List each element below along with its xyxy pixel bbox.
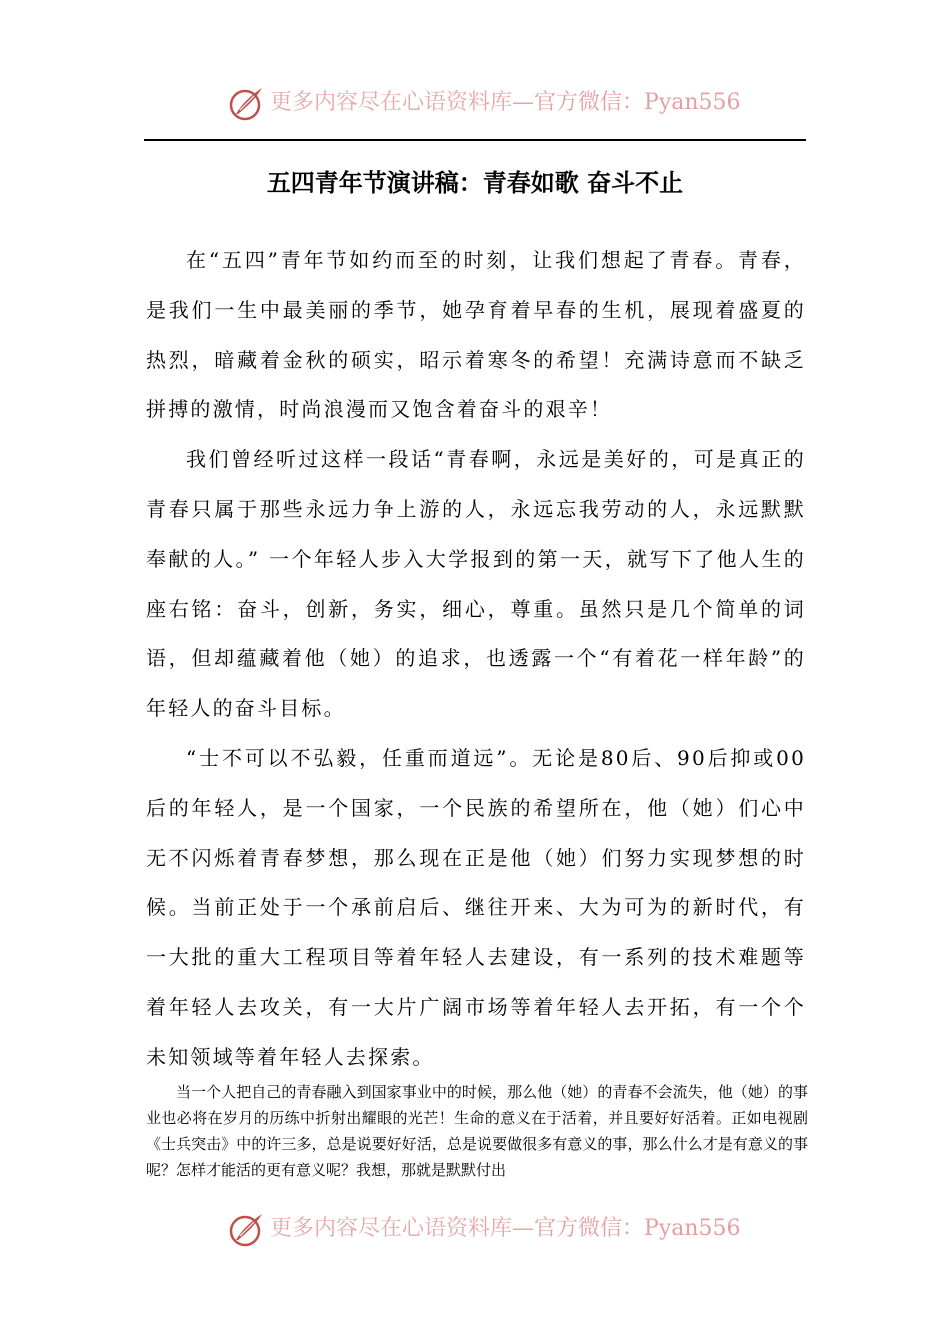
document-title: 五四青年节演讲稿：青春如歌 奋斗不止 [266, 169, 684, 197]
header-wechat-id: 官方微信：Pyan556 [534, 90, 741, 115]
header-banner [0, 84, 950, 124]
paragraph-1: 在“五四”青年节如约而至的时刻，让我们想起了青春。青春，是我们一生中最美丽的季节，她孕育着早春的生机，展现着盛夏的热烈，暗藏着金秋的硕实，昭示着寒冬的希望！充满诗意而不缺乏拼搏的激情，时尚浪漫而又饱含着奋斗的艰辛！ [146, 248, 806, 422]
paragraph-2: 我们曾经听过这样一段话“青春啊，永远是美好的，可是真正的青春只属于那些永远力争上游的人，永远忘我劳动的人，永远默默奉献的人。” 一个年轻人步入大学报到的第一天，就写下了他人生的座右铭：奋斗，创新，务实，细心，尊重。虽然只是几个简单的词语，但却蕴藏着他（她）的追求，也透露一个“有着花一样年龄”的年轻人的奋斗目标。 [146, 447, 806, 721]
paragraph-3: “士不可以不弘毅，任重而道远”。无论是80后、90后抑或00后的年轻人，是一个国家，一个民族的希望所在，他（她）们心中无不闪烁着青春梦想，那么现在正是他（她）们努力实现梦想的时候。当前正处于一个承前启后、继往开来、大为可为的新时代，有一大批的重大工程项目等着年轻人去建设，有一系列的技术难题等着年轻人去攻关，有一大片广阔市场等着年轻人去开拓，有一个个未知领域等着年轻人去探索。 [146, 745, 806, 1069]
footer-wechat-id: 官方微信：Pyan556 [534, 1216, 741, 1241]
paragraph-4: 当一个人把自己的青春融入到国家事业中的时候，那么他（她）的青春不会流失，他（她）的事业也必将在岁月的历练中折射出耀眼的光芒！生命的意义在于活着，并且要好好活着。正如电视剧《士兵突击》中的许三多，总是说要好好活，总是说要做很多有意义的事，那么什么才是有意义的事呢？怎样才能活的更有意义呢？我想，那就是默默付出 [146, 1083, 808, 1179]
body-text [146, 236, 806, 1083]
header-divider [144, 139, 806, 141]
footer-banner-text: 更多内容尽在心语资料库—官方微信：Pyan556 [270, 1216, 741, 1241]
small-text-block [146, 1079, 808, 1183]
header-banner-text: 更多内容尽在心语资料库—官方微信：Pyan556 [270, 90, 741, 115]
footer-banner [0, 1210, 950, 1250]
quill-pen-logo-icon [228, 1210, 266, 1248]
quill-pen-logo-icon [228, 84, 266, 122]
